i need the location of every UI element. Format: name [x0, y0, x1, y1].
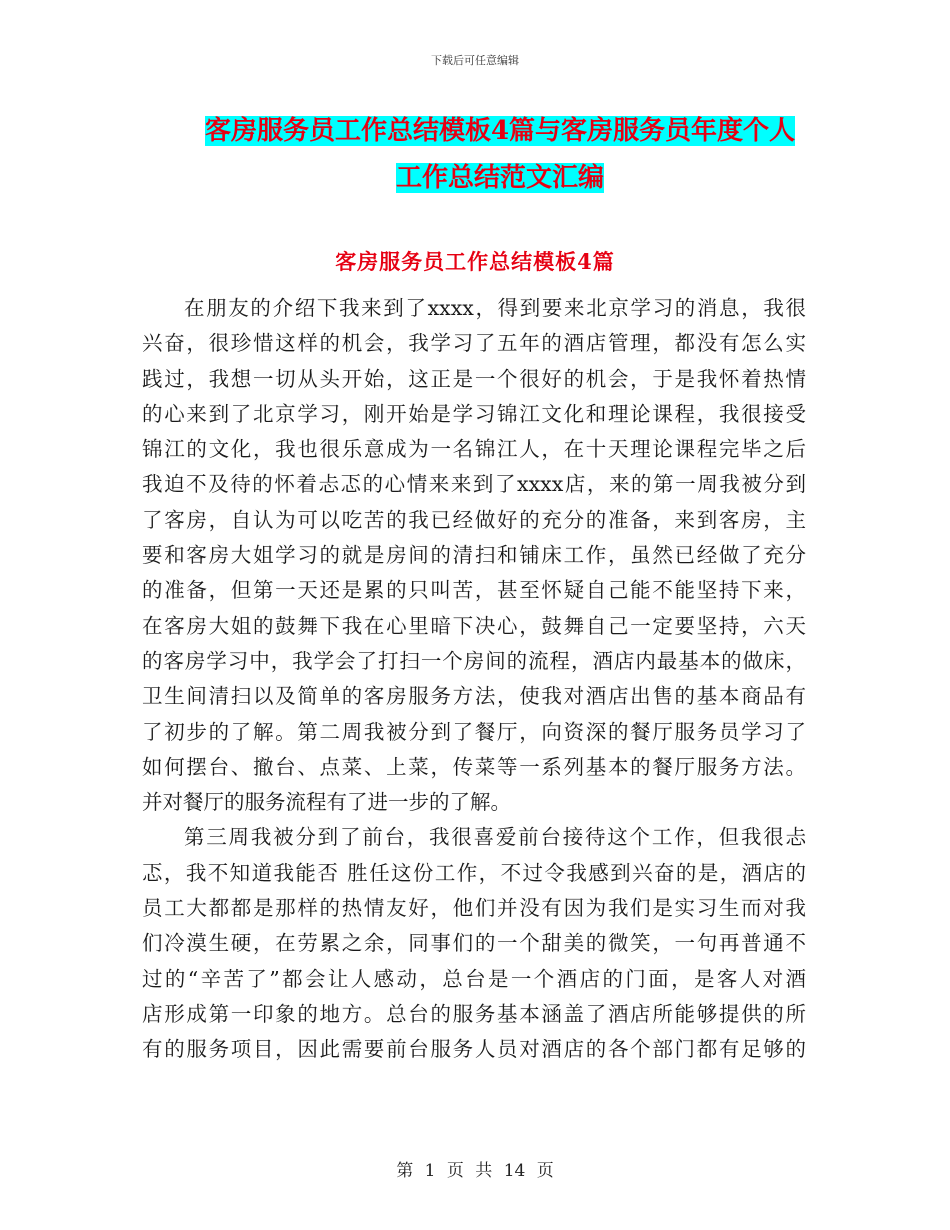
document-title-line-1: 客房服务员工作总结模板4篇与客房服务员年度个人	[204, 116, 796, 146]
paragraph-line: 我迫不及待的怀着忐忑的心情来来到了xxxx店，来的第一周我被分到	[142, 472, 806, 497]
paragraph-line: 了初步的了解。第二周我被分到了餐厅，向资深的餐厅服务员学习了	[142, 719, 806, 744]
document-title	[170, 108, 830, 202]
paragraph-line: 锦江的文化，我也很乐意成为一名锦江人，在十天理论课程完毕之后	[142, 437, 806, 462]
paragraph-line: 如何摆台、撤台、点菜、上菜，传菜等一系列基本的餐厅服务方法。	[142, 754, 806, 779]
paragraph-line: 的准备，但第一天还是累的只叫苦，甚至怀疑自己能不能坚持下来，	[142, 578, 806, 603]
paragraph-line: 店形成第一印象的地方。总台的服务基本涵盖了酒店所能够提供的所	[142, 1001, 806, 1026]
paragraph-line: 兴奋，很珍惜这样的机会，我学习了五年的酒店管理，都没有怎么实	[142, 331, 806, 356]
paragraph-line: 的客房学习中，我学会了打扫一个房间的流程，酒店内最基本的做床，	[142, 648, 806, 673]
page-number: 第 1 页 共 14 页	[396, 1161, 554, 1181]
paragraph-line: 们冷漠生硬，在劳累之余，同事们的一个甜美的微笑，一句再普通不	[142, 931, 806, 956]
paragraph-2	[142, 820, 806, 1067]
paragraph-line: 忑，我不知道我能否 胜任这份工作，不过令我感到兴奋的是，酒店的	[142, 860, 806, 885]
paragraph-line: 有的服务项目，因此需要前台服务人员对酒店的各个部门都有足够的	[142, 1037, 806, 1062]
document-title-line-2: 工作总结范文汇编	[395, 163, 604, 193]
paragraph-line: 卫生间清扫以及简单的客房服务方法，使我对酒店出售的基本商品有	[142, 684, 806, 709]
paragraph-line: 第三周我被分到了前台，我很喜爱前台接待这个工作，但我很忐	[184, 825, 806, 850]
paragraph-line: 过的“辛苦了”都会让人感动，总台是一个酒店的门面，是客人对酒	[142, 966, 806, 991]
paragraph-line: 践过，我想一切从头开始，这正是一个很好的机会，于是我怀着热情	[142, 366, 806, 391]
paragraph-line: 并对餐厅的服务流程有了进一步的了解。	[142, 790, 511, 815]
paragraph-line: 了客房，自认为可以吃苦的我已经做好的充分的准备，来到客房，主	[142, 507, 806, 532]
section-title: 客房服务员工作总结模板4篇	[335, 249, 615, 274]
paragraph-line: 的心来到了北京学习，刚开始是学习锦江文化和理论课程，我很接受	[142, 401, 806, 426]
paragraph-line: 在朋友的介绍下我来到了xxxx，得到要来北京学习的消息，我很	[184, 296, 806, 320]
paragraph-line: 员工大都都是那样的热情友好，他们并没有因为我们是实习生而对我	[142, 896, 806, 921]
page-header-note: 下载后可任意编辑	[431, 54, 519, 67]
paragraph-line: 要和客房大姐学习的就是房间的清扫和铺床工作，虽然已经做了充分	[142, 543, 806, 568]
body-text	[142, 291, 806, 1068]
paragraph-line: 在客房大姐的鼓舞下我在心里暗下决心，鼓舞自己一定要坚持，六天	[142, 613, 806, 638]
paragraph-1	[142, 291, 806, 820]
